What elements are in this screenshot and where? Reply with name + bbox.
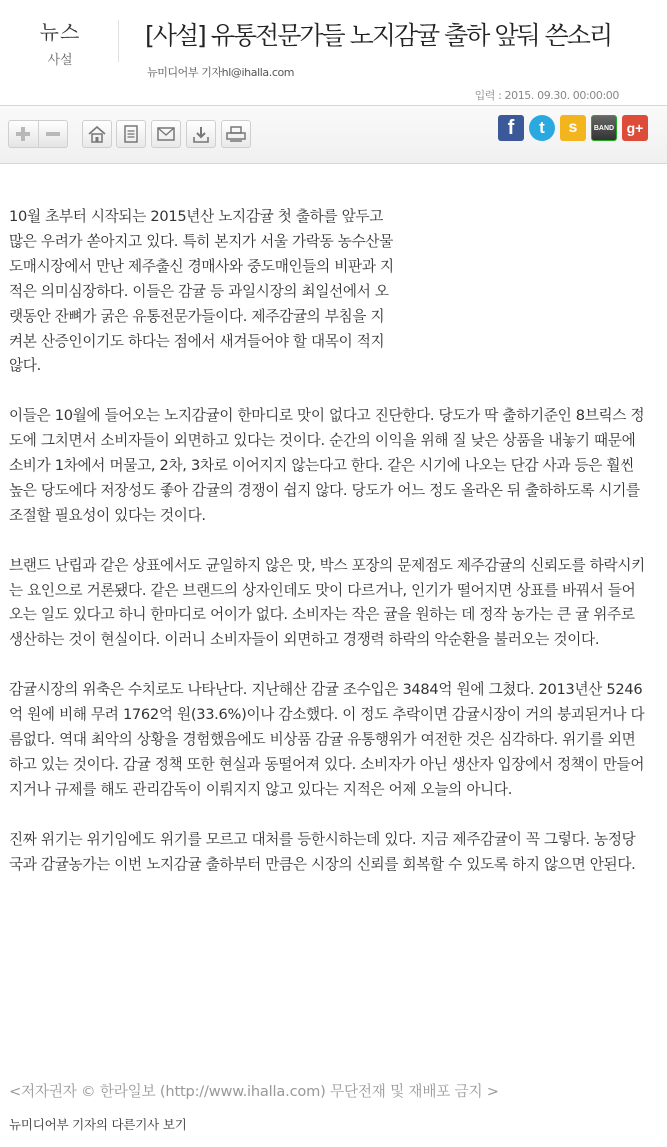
section-label — [30, 16, 90, 68]
article-paragraph: 감귤시장의 위축은 수치로도 나타난다. 지난해산 감귤 조수입은 3484억 원에 그쳤다. 2013년산 5246억 원에 비해 무려 1762억 원(33.6%)이나 감소했다. 이 정도 추락이면 감귤시장이 거의 붕괴된거나 다름없다. 역대 최악의 상황을 경험했음에도 비상품 감귤 유통행위가 여전한 것은 심각하다. 위기를 외면하고 있는 것이다. 감귤 정책 또한 현실과 동떨어져 있다. 소비자가 아닌 생산자 입장에서 정책이 만들어지거나 규제를 해도 관리감독이 이뤄지지 않고 있다는 지적은 어제 오늘의 아니다. — [9, 681, 645, 798]
article-title: [사설] 유통전문가들 노지감귤 출하 앞둬 쓴소리 — [145, 21, 612, 50]
mail-icon[interactable] — [151, 120, 181, 148]
section-name[interactable]: 뉴스 — [39, 20, 81, 44]
header-divider — [118, 20, 119, 62]
document-icon[interactable] — [116, 120, 146, 148]
article-body — [9, 205, 649, 902]
article-paragraph: 10월 초부터 시작되는 2015년산 노지감귤 첫 출하를 앞두고 많은 우려가 쏟아지고 있다. 특히 본지가 서울 가락동 농수산물 도매시장에서 만난 제주출신 경매사와 중도매인들의 비판과 지적은 의미심장하다. 이들은 감귤 등 과일시장의 최일선에서 오랫동안 잔뼈가 굵은 유통전문가들이다. 제주감귤의 부침을 지켜본 산증인이기도 하다는 점에서 새겨들어야 할 대목이 적지 않다. — [9, 208, 394, 375]
print-icon[interactable] — [221, 120, 251, 148]
download-icon[interactable] — [186, 120, 216, 148]
kakaostory-icon[interactable]: s — [560, 115, 586, 141]
zoom-controls — [8, 120, 68, 148]
subsection-name[interactable]: 사설 — [47, 53, 73, 68]
article-header — [0, 0, 667, 105]
zoom-out-icon[interactable] — [38, 121, 68, 147]
band-icon[interactable]: BAND — [591, 115, 617, 141]
article-paragraph: 브랜드 난립과 같은 상표에서도 균일하지 않은 맛, 박스 포장의 문제점도 제주감귤의 신뢰도를 하락시키는 요인으로 거론됐다. 같은 브랜드의 상자인데도 맛이 다르거나, 인기가 떨어지면 상표를 바꿔서 들어오는 일도 있다고 하니 한마디로 어이가 없다. 소비자는 작은 귤을 원하는 데 정작 농가는 큰 귤 위주로 생산하는 것이 현실이다. 이러니 소비자들이 외면하고 경쟁력 하락의 악순환을 불러오는 것이다. — [9, 556, 645, 649]
reporter-more-articles-link[interactable]: 뉴미디어부 기자의 다른기사 보기 — [9, 1117, 187, 1132]
article-paragraph: 이들은 10월에 들어오는 노지감귤이 한마디로 맛이 없다고 진단한다. 당도가 딱 출하기준인 8브릭스 정도에 그치면서 소비자들이 외면하고 있다는 것이다. 순간의 이익을 위해 질 낮은 상품을 내놓기 때문에 소비가 1차에서 머물고, 2차, 3차로 이어지지 않는다고 한다. 같은 시기에 나오는 단감 사과 등은 훨씬 높은 당도에다 저장성도 좋아 감귤의 경쟁이 쉽지 않다. 당도가 어느 정도 올라온 뒤 출하하도록 시기를 조절할 필요성이 있다는 것이다. — [9, 407, 645, 524]
publish-date: 입력 : 2015. 09.30. 00:00:00 — [474, 89, 619, 102]
copyright-notice: <저자권자 © 한라일보 (http://www.ihalla.com) 무단전재 및 재배포 금지 > — [9, 1083, 499, 1100]
facebook-icon[interactable]: f — [498, 115, 524, 141]
article-paragraph: 진짜 위기는 위기임에도 위기를 모르고 대처를 등한시하는데 있다. 지금 제주감귤이 꼭 그렇다. 농정당국과 감귤농가는 이번 노지감귤 출하부터 만큼은 시장의 신뢰를 회복할 수 있도록 하지 않으면 안된다. — [9, 830, 636, 873]
zoom-in-icon[interactable] — [9, 121, 38, 147]
google-plus-icon[interactable]: g+ — [622, 115, 648, 141]
home-icon[interactable] — [82, 120, 112, 148]
reporter-byline[interactable]: 뉴미디어부 기자hl@ihalla.com — [147, 66, 295, 79]
twitter-icon[interactable]: t — [529, 115, 555, 141]
